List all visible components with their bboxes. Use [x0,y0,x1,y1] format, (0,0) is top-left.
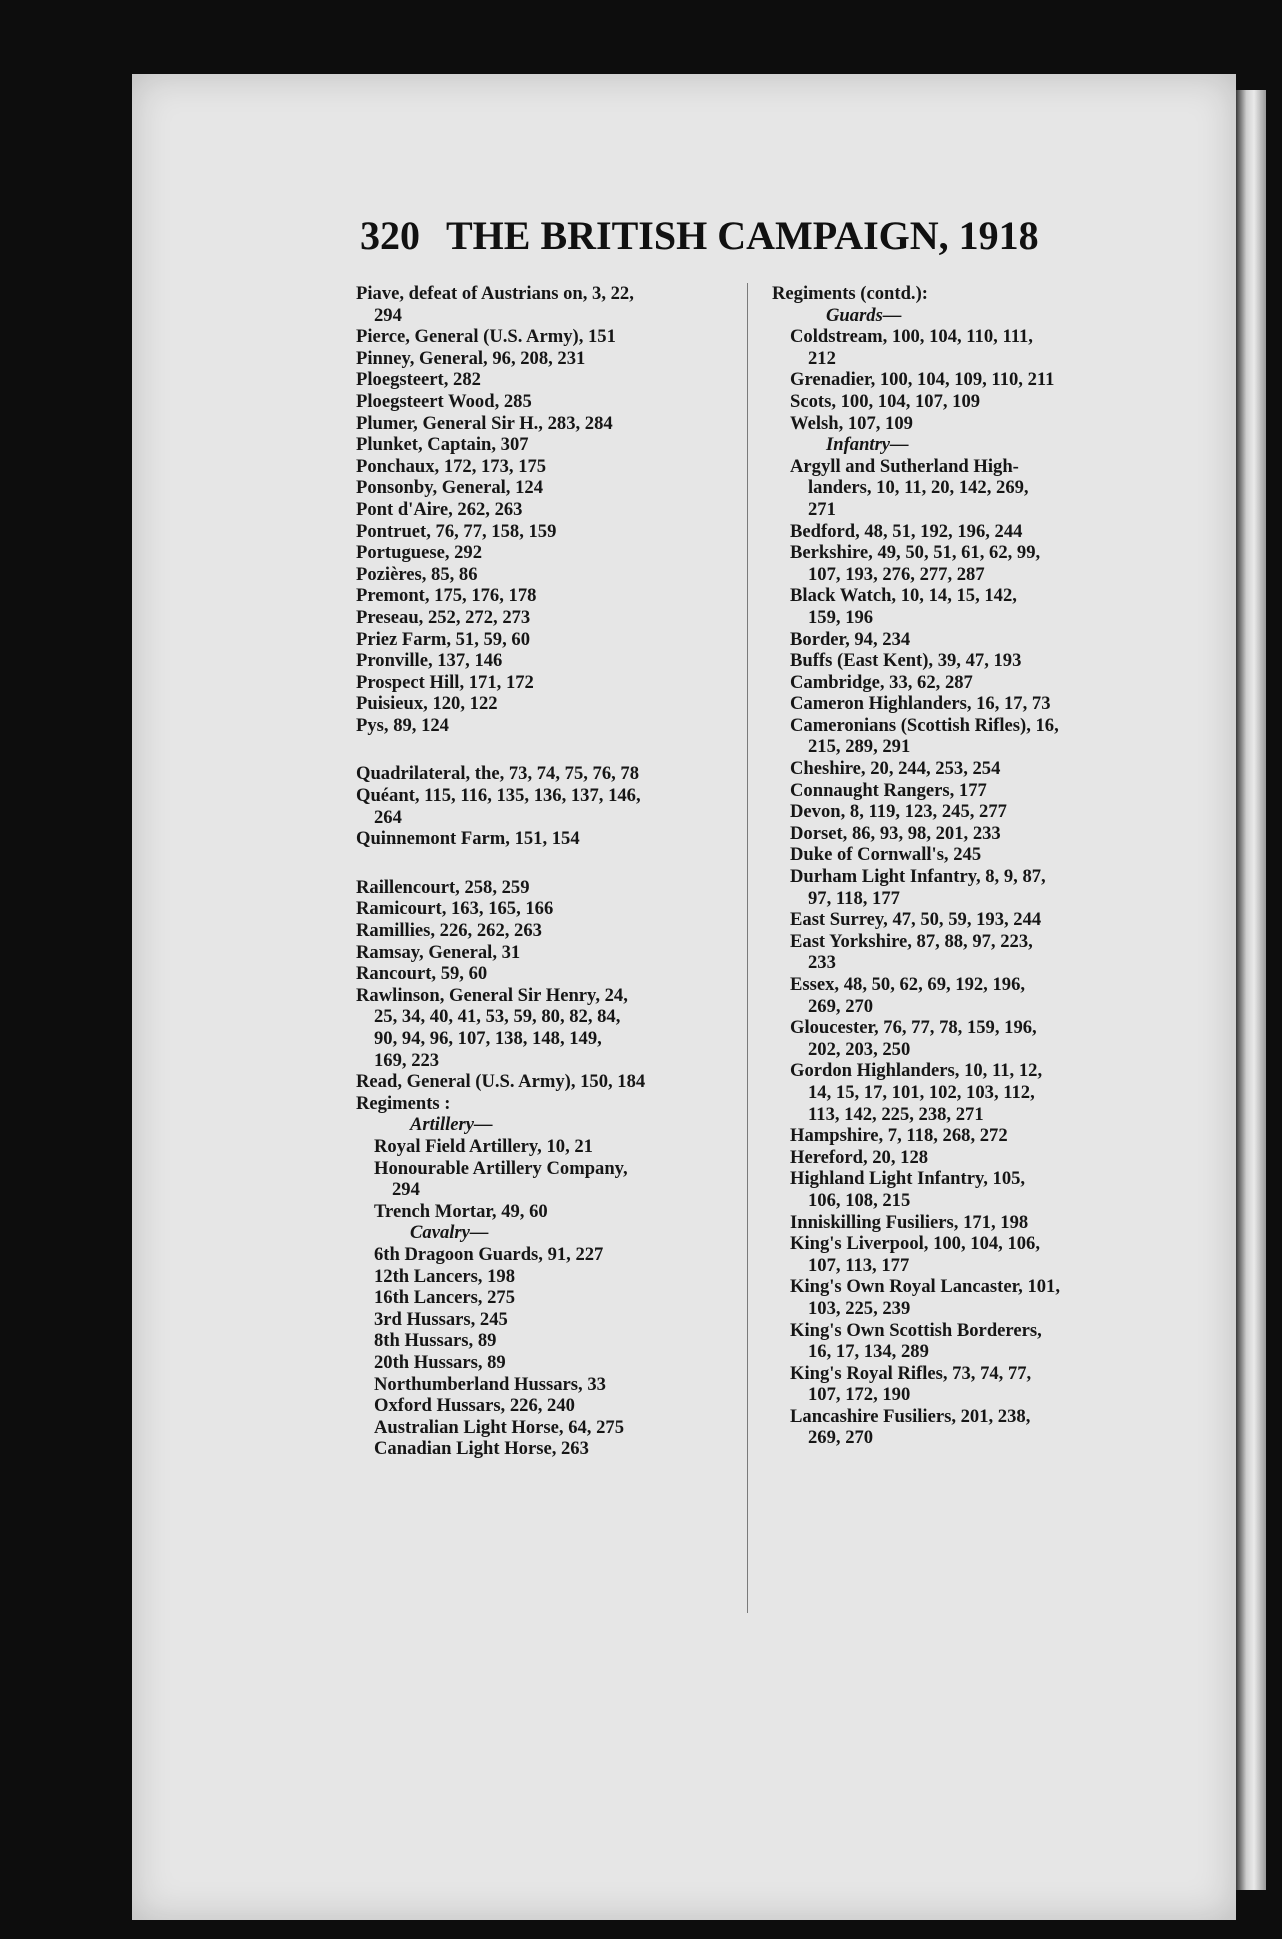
index-entry-line: Argyll and Sutherland High- [790,455,1019,477]
index-entry-line: Rawlinson, General Sir Henry, 24, [356,984,628,1006]
index-entry-line: 14, 15, 17, 101, 102, 103, 112, [808,1081,1035,1103]
index-entry-line: Quadrilateral, the, 73, 74, 75, 76, 78 [356,763,640,785]
index-entry-line: Plunket, Captain, 307 [356,434,529,456]
index-entry-line: Berkshire, 49, 50, 51, 61, 62, 99, [790,542,1041,564]
index-entry-line: Buffs (East Kent), 39, 47, 193 [790,650,1022,672]
index-entry-line: Gordon Highlanders, 10, 11, 12, [790,1060,1043,1082]
index-entry-line: 3rd Hussars, 245 [374,1308,508,1330]
index-entry-line: Premont, 175, 176, 178 [356,585,537,607]
index-entry-line: Pronville, 137, 146 [356,650,503,672]
index-entry-line: East Yorkshire, 87, 88, 97, 223, [790,930,1033,952]
index-entry-line: Essex, 48, 50, 62, 69, 192, 196, [790,974,1026,995]
index-entry-line: 159, 196 [808,606,874,628]
index-entry-line: Plumer, General Sir H., 283, 284 [356,412,613,434]
index-entry-line: Ploegsteert Wood, 285 [356,390,532,412]
index-entry-line: Quinnemont Farm, 151, 154 [356,828,580,850]
index-entry-line: Trench Mortar, 49, 60 [374,1200,548,1222]
index-entry-line: East Surrey, 47, 50, 59, 193, 244 [790,909,1042,931]
index-entry-line: Cheshire, 20, 244, 253, 254 [790,758,1001,780]
index-subheading: Artillery— [410,1114,493,1136]
index-entry-line: Northumberland Hussars, 33 [374,1373,606,1395]
index-entry-line: Highland Light Infantry, 105, [790,1168,1026,1190]
index-entry-line: Duke of Cornwall's, 245 [790,844,982,866]
index-entry-line: landers, 10, 11, 20, 142, 269, [808,477,1029,499]
index-entry-line: Pys, 89, 124 [356,714,449,736]
index-entry-line: Prospect Hill, 171, 172 [356,671,534,693]
index-entry-line: 16, 17, 134, 289 [808,1341,929,1363]
index-entry-line: 90, 94, 96, 107, 138, 148, 149, [374,1028,602,1049]
index-entry-line: Ramillies, 226, 262, 263 [356,920,542,942]
index-entry-line: Rancourt, 59, 60 [356,963,488,985]
index-entry-line: Ramsay, General, 31 [356,941,521,963]
index-entry-line: 25, 34, 40, 41, 53, 59, 80, 82, 84, [374,1006,621,1028]
index-column-right [772,283,1144,1449]
index-entry-line: Ponsonby, General, 124 [356,477,543,499]
index-entry-line: Inniskilling Fusiliers, 171, 198 [790,1211,1029,1233]
index-entry-line: 215, 289, 291 [808,736,911,758]
book-spine-edge [1236,90,1266,1890]
index-entry-line: 8th Hussars, 89 [374,1330,497,1352]
index-entry-line: Gloucester, 76, 77, 78, 159, 196, [790,1017,1037,1039]
index-entry-line: 212 [808,347,836,369]
index-entry-line: Cambridge, 33, 62, 287 [790,671,973,693]
index-entry-line: Piave, defeat of Austrians on, 3, 22, [356,283,634,304]
index-entry-line: Black Watch, 10, 14, 15, 142, [790,585,1017,607]
index-entry-line: Dorset, 86, 93, 98, 201, 233 [790,822,1001,844]
index-entry-line: King's Own Royal Lancaster, 101, [790,1276,1060,1298]
index-entry-line: 269, 270 [808,995,874,1017]
index-entry-line: 107, 193, 276, 277, 287 [808,563,985,585]
index-entry-line: 6th Dragoon Guards, 91, 227 [374,1243,604,1265]
index-entry-line: 271 [808,498,836,520]
index-entry-line: Quéant, 115, 116, 135, 136, 137, 146, [356,785,641,807]
index-entry-line: Priez Farm, 51, 59, 60 [356,628,530,650]
index-entry-line: Ponchaux, 172, 173, 175 [356,455,547,477]
index-entry-line: 107, 113, 177 [808,1254,910,1276]
index-entry-line: Scots, 100, 104, 107, 109 [790,390,981,412]
index-entry-line: 113, 142, 225, 238, 271 [808,1103,984,1125]
index-entry-line: Ploegsteert, 282 [356,369,481,391]
index-entry-line: Australian Light Horse, 64, 275 [374,1416,624,1438]
index-entry-line: 169, 223 [374,1049,440,1071]
column-divider [747,283,748,1613]
index-entry-line: Grenadier, 100, 104, 109, 110, 211 [790,369,1055,391]
index-entry-line: Canadian Light Horse, 263 [374,1438,589,1460]
index-entry-line: Cameron Highlanders, 16, 17, 73 [790,693,1051,715]
index-entry-line: Oxford Hussars, 226, 240 [374,1395,575,1417]
index-entry-line: 97, 118, 177 [808,887,900,909]
section-gap [356,850,728,877]
index-entry-line: 269, 270 [808,1427,874,1449]
index-entry-line: King's Own Scottish Borderers, [790,1319,1042,1341]
index-entry-line: 233 [808,952,836,974]
index-entry-line: 264 [374,806,402,828]
index-entry-line: Bedford, 48, 51, 192, 196, 244 [790,520,1023,542]
index-entry-line: Pinney, General, 96, 208, 231 [356,347,586,369]
index-entry-line: Pont d'Aire, 262, 263 [356,498,523,520]
index-entry-line: 103, 225, 239 [808,1297,911,1319]
index-entry-line: 202, 203, 250 [808,1038,911,1060]
index-entry-line: Connaught Rangers, 177 [790,779,987,801]
index-entry-line: King's Liverpool, 100, 104, 106, [790,1233,1040,1255]
index-subheading: Infantry— [826,434,909,456]
index-entry-line: Preseau, 252, 272, 273 [356,606,531,628]
index-entry-line: 20th Hussars, 89 [374,1351,506,1373]
index-entry-line: 294 [374,304,402,326]
index-entry-line: Read, General (U.S. Army), 150, 184 [356,1071,646,1093]
index-entry-line: Pierce, General (U.S. Army), 151 [356,326,616,348]
index-entry-line: 16th Lancers, 275 [374,1287,515,1309]
index-entry-line: Portuguese, 292 [356,542,483,564]
index-entry-line: 12th Lancers, 198 [374,1265,515,1287]
index-entry-line: King's Royal Rifles, 73, 74, 77, [790,1362,1032,1384]
running-title: THE BRITISH CAMPAIGN, 1918 [446,213,1039,258]
index-entry-line: Lancashire Fusiliers, 201, 238, [790,1405,1031,1427]
index-entry-line: Puisieux, 120, 122 [356,693,498,715]
index-entry-line: Royal Field Artillery, 10, 21 [374,1135,593,1157]
index-column-left [356,283,728,1460]
section-gap [356,736,728,763]
index-entry-line: Devon, 8, 119, 123, 245, 277 [790,801,1007,823]
page-header [360,212,1060,264]
index-entry-line: 294 [392,1179,420,1201]
index-entry-line: Durham Light Infantry, 8, 9, 87, [790,866,1046,888]
index-entry-line: Hereford, 20, 128 [790,1146,929,1168]
index-entry-line: Border, 94, 234 [790,628,911,650]
index-entry-line: Cameronians (Scottish Rifles), 16, [790,714,1059,736]
index-entry-line: 106, 108, 215 [808,1189,911,1211]
page-number: 320 [360,213,420,258]
index-subheading: Cavalry— [410,1222,489,1244]
index-entry-line: Honourable Artillery Company, [374,1157,628,1179]
index-entry-line: Ramicourt, 163, 165, 166 [356,898,554,920]
index-entry-line: Welsh, 107, 109 [790,412,913,434]
index-entry-line: Regiments (contd.): [772,283,928,304]
index-entry-line: Coldstream, 100, 104, 110, 111, [790,326,1033,348]
index-entry-line: 107, 172, 190 [808,1384,911,1406]
index-entry-line: Pozières, 85, 86 [356,563,478,585]
index-subheading: Guards— [826,304,902,326]
index-entry-line: Regiments : [356,1092,451,1114]
index-entry-line: Pontruet, 76, 77, 158, 159 [356,520,557,542]
index-entry-line: Raillencourt, 258, 259 [356,876,530,898]
index-entry-line: Hampshire, 7, 118, 268, 272 [790,1125,1008,1147]
